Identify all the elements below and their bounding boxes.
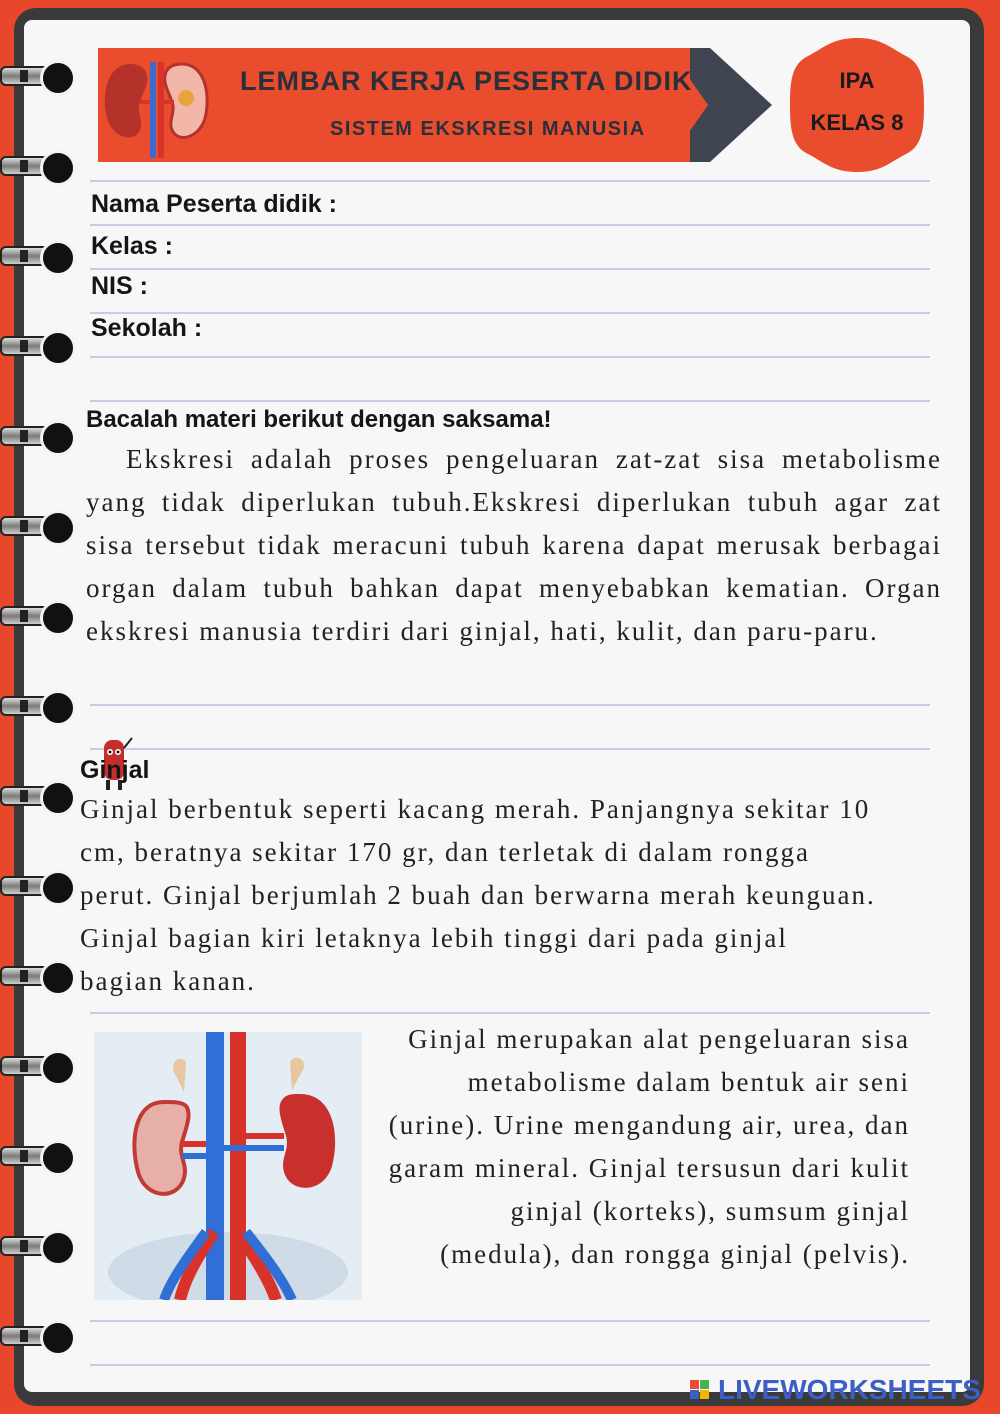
instruction-heading: Bacalah materi berikut dengan saksama! — [86, 406, 552, 433]
kidney-logo-icon — [100, 52, 212, 160]
spiral-ring — [0, 778, 70, 822]
ruled-line — [90, 356, 930, 358]
spiral-ring — [0, 418, 70, 462]
spiral-ring — [0, 1138, 70, 1182]
spiral-ring — [0, 1048, 70, 1092]
ruled-line — [90, 312, 930, 314]
spiral-ring — [0, 328, 70, 372]
kidney-anatomy-image — [94, 1032, 362, 1300]
grade-label: KELAS 8 — [810, 110, 904, 135]
spiral-ring — [0, 688, 70, 732]
spiral-ring — [0, 238, 70, 282]
spiral-ring — [0, 1318, 70, 1362]
ruled-line — [90, 400, 930, 402]
ginjal-heading: Ginjal — [80, 756, 150, 784]
spiral-ring — [0, 868, 70, 912]
subject-label: IPA — [839, 68, 875, 93]
spiral-ring — [0, 1228, 70, 1272]
spiral-ring — [0, 58, 70, 102]
spiral-ring — [0, 958, 70, 1002]
subject-badge — [786, 34, 928, 176]
worksheet-title: LEMBAR KERJA PESERTA DIDIK — [240, 66, 693, 96]
banner-chevron-tip — [710, 48, 772, 162]
ruled-line — [90, 268, 930, 270]
ruled-line — [90, 224, 930, 226]
spiral-ring — [0, 508, 70, 552]
ruled-line — [90, 704, 930, 706]
watermark: LIVEWORKSHEETS — [718, 1374, 981, 1405]
intro-paragraph: Ekskresi adalah proses pengeluaran zat-zat sisa metabolisme yang tidak diperlukan tubuh.Ekskresi diperlukan tubuh agar zat sisa tersebut tidak meracuni tubuh karena dapat merusak berbagai organ dalam tubuh bahkan dapat menyebabkan kematian. Organ ekskresi manusia terdiri dari ginjal, hati, kulit, dan paru-paru. — [86, 444, 942, 646]
nis-label: NIS : — [91, 272, 148, 300]
ginjal-paragraph-1: Ginjal berbentuk seperti kacang merah. Panjangnya sekitar 10 cm, beratnya sekitar 170 gr, dan terletak di dalam rongga perut. Ginjal berjumlah 2 buah dan berwarna merah keunguan. Ginjal bagian kiri letaknya lebih tinggi dari pada ginjal bagian kanan. — [80, 794, 876, 996]
school-label: Sekolah : — [91, 314, 203, 342]
worksheet-subtitle: SISTEM EKSKRESI MANUSIA — [330, 118, 646, 140]
ruled-line — [90, 180, 930, 182]
ruled-line — [90, 748, 930, 750]
ginjal-paragraph-2: Ginjal merupakan alat pengeluaran sisa metabolisme dalam bentuk air seni (urine). Urine mengandung air, urea, dan garam mineral. Ginjal tersusun dari kulit ginjal (korteks), sumsum ginjal (medula), dan rongga ginjal (pelvis). — [388, 1024, 910, 1269]
ruled-line — [90, 1320, 930, 1322]
student-name-label: Nama Peserta didik : — [91, 190, 337, 218]
class-label: Kelas : — [91, 232, 173, 260]
ruled-line — [90, 1012, 930, 1014]
spiral-ring — [0, 148, 70, 192]
ruled-line — [90, 1364, 930, 1366]
spiral-ring — [0, 598, 70, 642]
